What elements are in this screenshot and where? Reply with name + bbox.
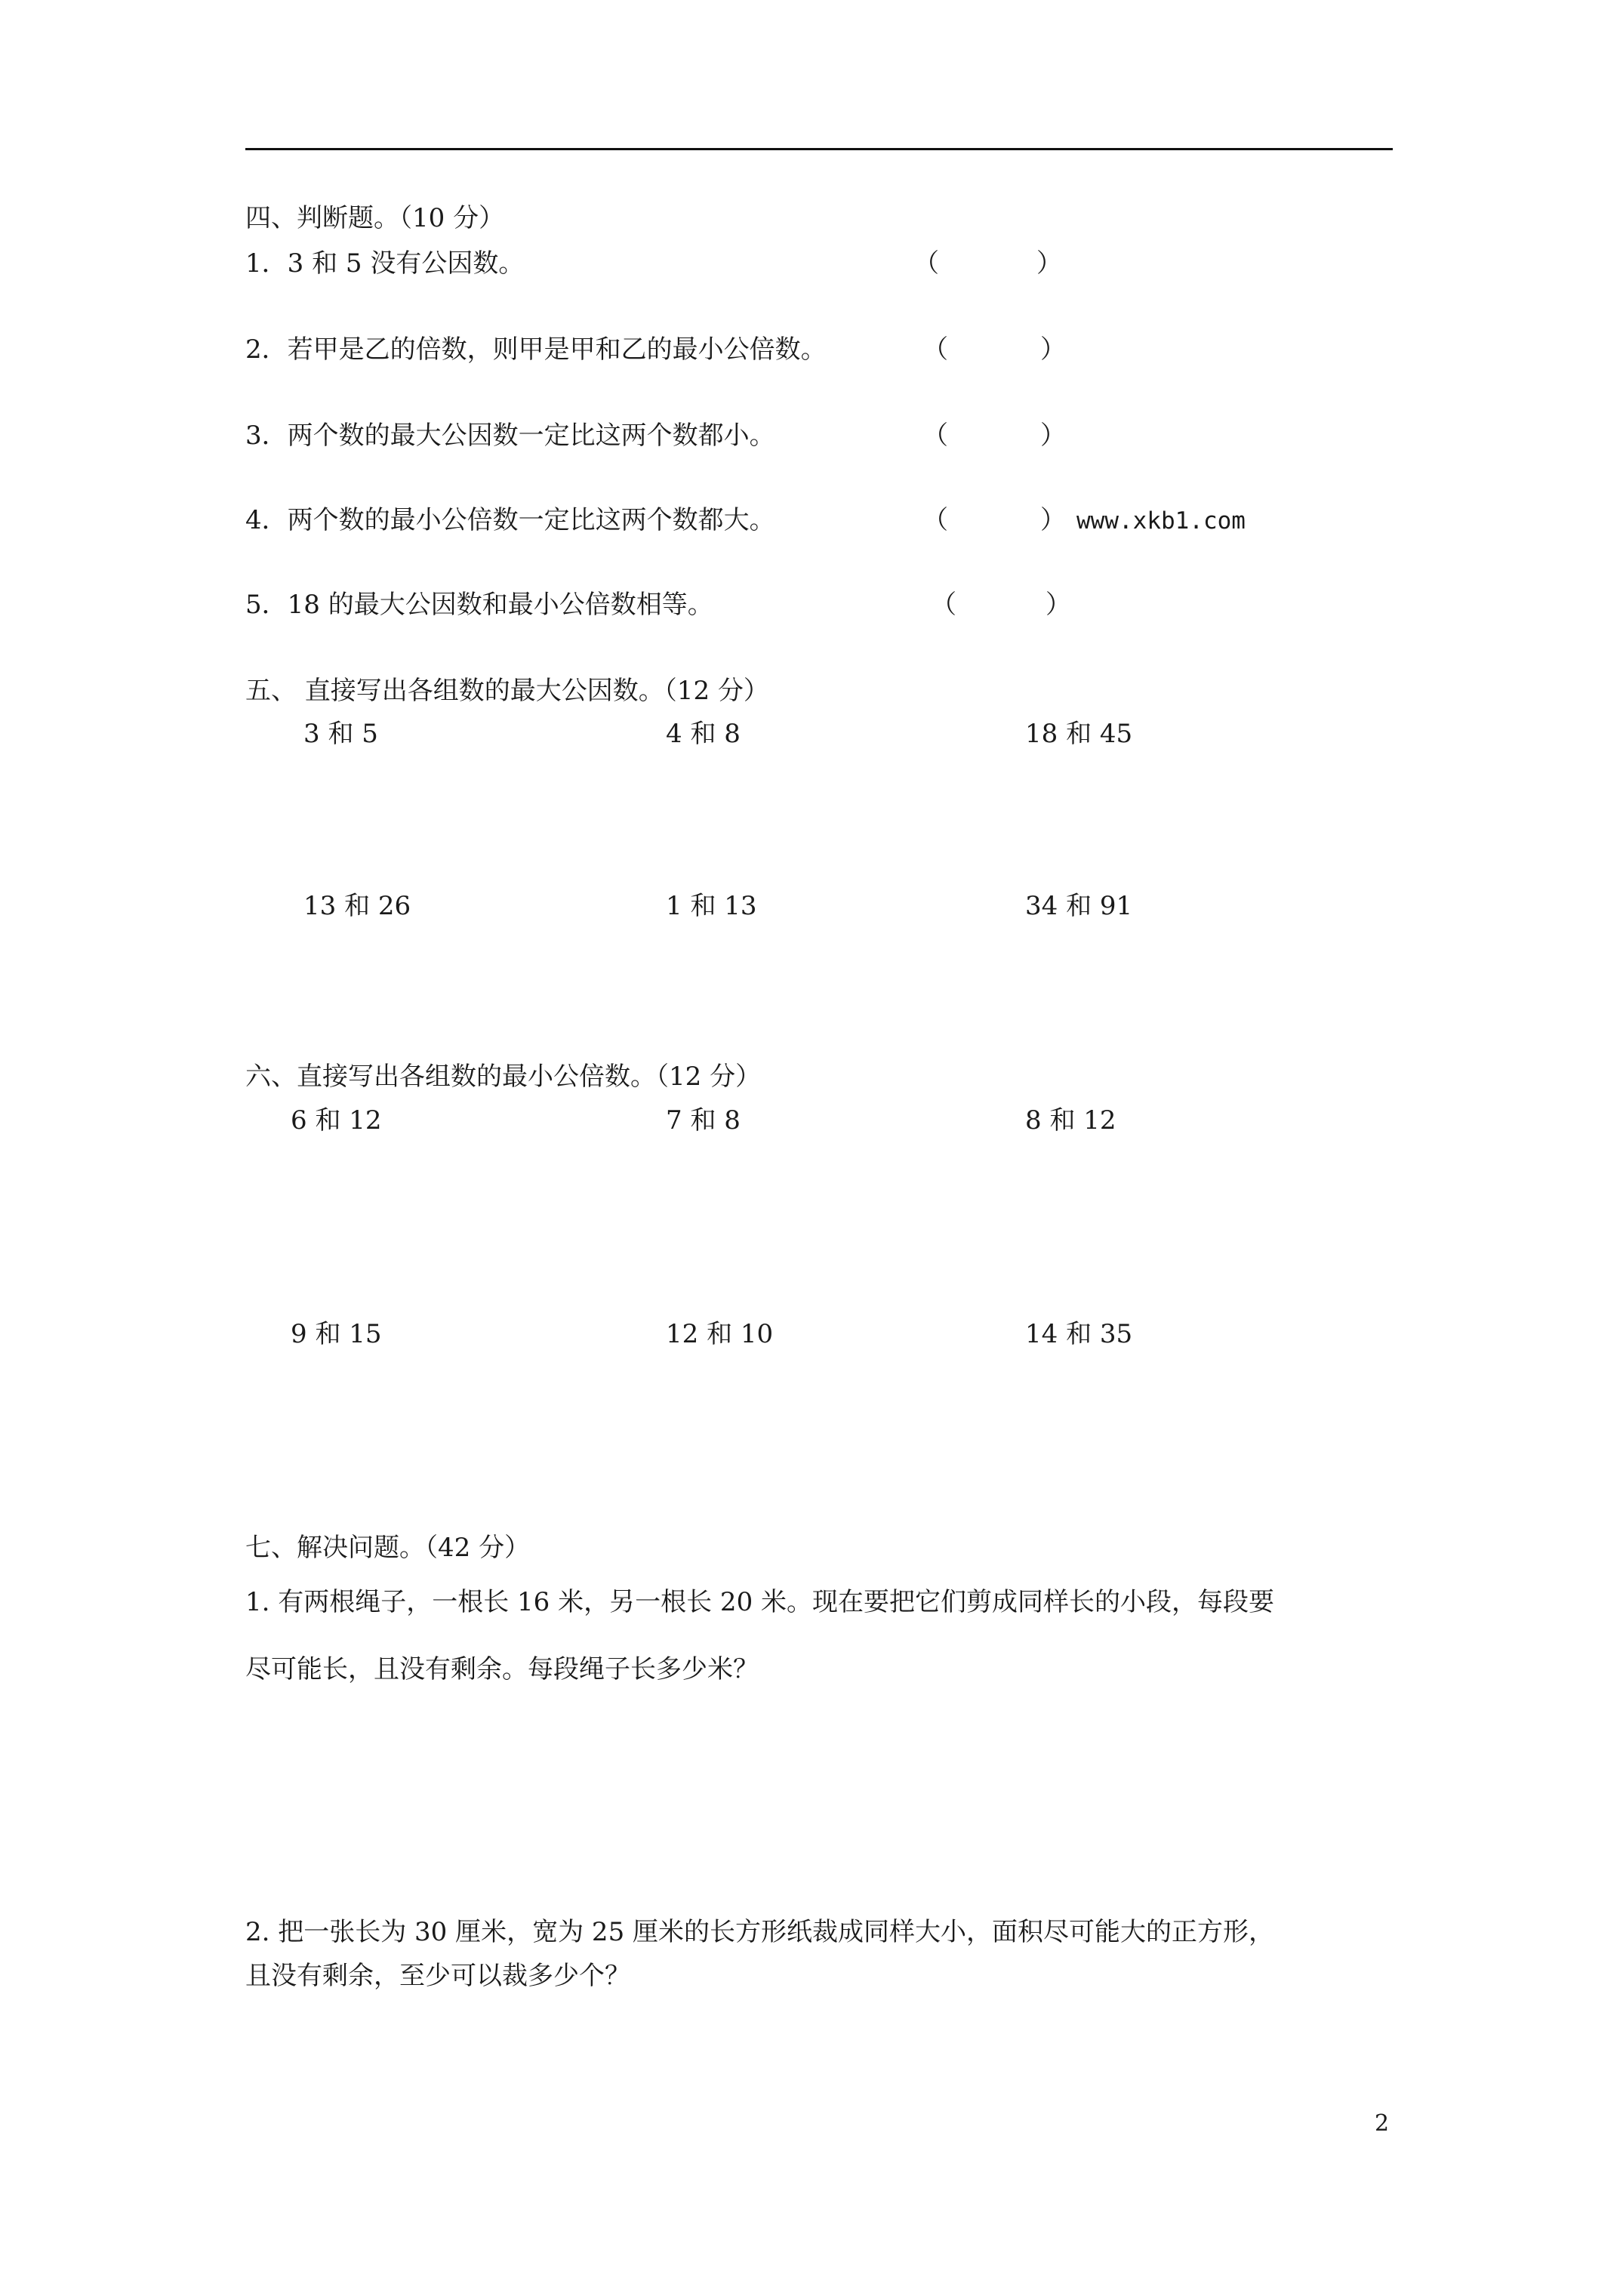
lcm-pair: 8 和 12 bbox=[1025, 1105, 1116, 1136]
lcm-pair: 7 和 8 bbox=[666, 1105, 741, 1136]
section-7-title: 七、解决问题。（42 分） bbox=[245, 1533, 531, 1563]
answer-paren-open: （ bbox=[913, 248, 939, 279]
lcm-pair: 12 和 10 bbox=[666, 1319, 774, 1349]
lcm-pair: 6 和 12 bbox=[291, 1105, 382, 1136]
gcd-pair: 18 和 45 bbox=[1025, 719, 1133, 749]
watermark-url: www.xkb1.com bbox=[1076, 507, 1246, 535]
judge-item-1: 1．3 和 5 没有公因数。 bbox=[245, 248, 525, 279]
answer-paren-open: （ bbox=[931, 590, 956, 620]
lcm-pair: 14 和 35 bbox=[1025, 1319, 1133, 1349]
problem-2-line-2: 且没有剩余，至少可以裁多少个？ bbox=[245, 1961, 630, 1991]
judge-item-4: 4．两个数的最小公倍数一定比这两个数都大。 bbox=[245, 505, 775, 535]
section-6-title: 六、直接写出各组数的最小公倍数。（12 分） bbox=[245, 1062, 762, 1092]
answer-paren-close: ） www.xkb1.com bbox=[1040, 505, 1246, 535]
problem-1-line-1: 1. 有两根绳子，一根长 16 米，另一根长 20 米。现在要把它们剪成同样长的小段，每段要 bbox=[245, 1587, 1275, 1617]
header-rule bbox=[245, 148, 1393, 150]
gcd-pair: 1 和 13 bbox=[666, 891, 757, 921]
problem-2-line-1: 2. 把一张长为 30 厘米，宽为 25 厘米的长方形纸裁成同样大小，面积尽可能大的正方形， bbox=[245, 1917, 1275, 1947]
page-number: 2 bbox=[1375, 2110, 1390, 2137]
section-4-title: 四、判断题。（10 分） bbox=[245, 203, 505, 233]
answer-paren-close: ） bbox=[1036, 248, 1062, 279]
gcd-pair: 13 和 26 bbox=[303, 891, 411, 921]
answer-paren-close: ） bbox=[1046, 590, 1071, 620]
answer-paren-open: （ bbox=[922, 505, 948, 535]
problem-1-line-2: 尽可能长，且没有剩余。每段绳子长多少米？ bbox=[245, 1654, 759, 1684]
answer-paren-close: ） bbox=[1040, 334, 1066, 365]
answer-paren-close: ） bbox=[1040, 421, 1066, 451]
lcm-pair: 9 和 15 bbox=[291, 1319, 382, 1349]
section-5-title: 五、 直接写出各组数的最大公因数。（12 分） bbox=[245, 676, 769, 706]
judge-item-5: 5．18 的最大公因数和最小公倍数相等。 bbox=[245, 590, 713, 620]
judge-item-2: 2．若甲是乙的倍数，则甲是甲和乙的最小公倍数。 bbox=[245, 334, 827, 365]
gcd-pair: 3 和 5 bbox=[303, 719, 378, 749]
judge-item-3: 3．两个数的最大公因数一定比这两个数都小。 bbox=[245, 421, 775, 451]
answer-paren-open: （ bbox=[922, 334, 948, 365]
gcd-pair: 34 和 91 bbox=[1025, 891, 1133, 921]
answer-paren-open: （ bbox=[922, 421, 948, 451]
gcd-pair: 4 和 8 bbox=[666, 719, 741, 749]
